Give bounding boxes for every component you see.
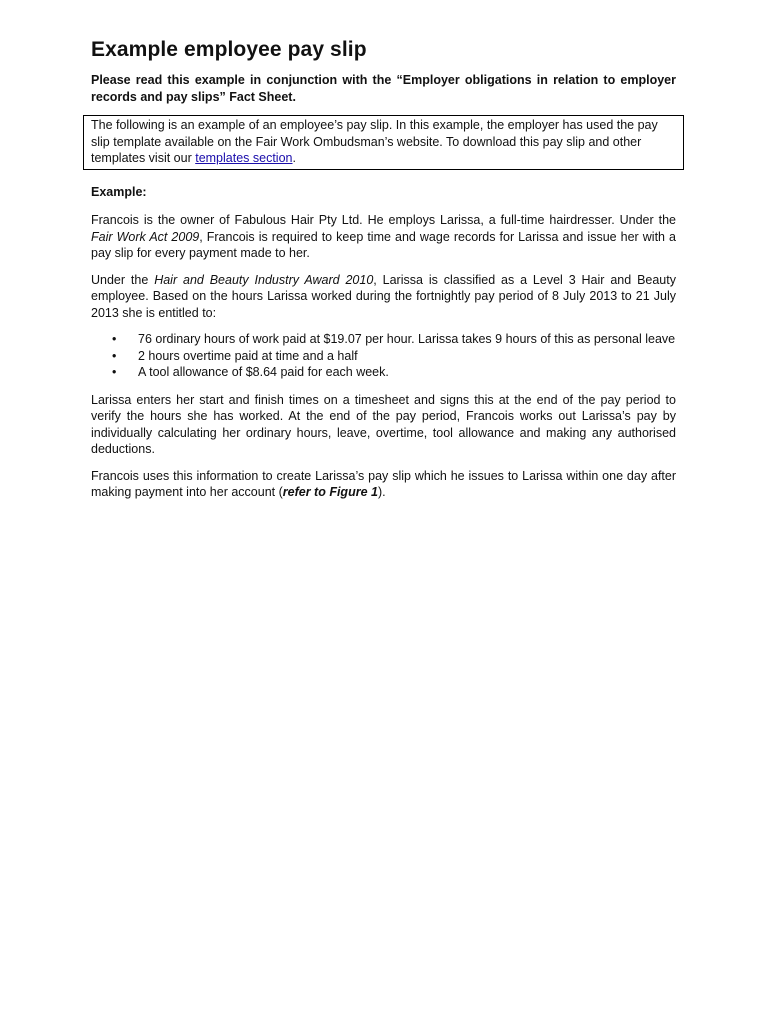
entitlements-list — [91, 331, 676, 381]
list-item — [91, 331, 676, 348]
intro-paragraph: Please read this example in conjunction with the “Employer obligations in relation to employer records and pay slips” Fact Sheet. — [91, 73, 676, 104]
act-name: Fair Work Act 2009 — [91, 229, 200, 244]
document-content — [91, 36, 676, 511]
paragraph-award — [91, 272, 676, 322]
figure-reference: refer to Figure 1 — [282, 485, 378, 499]
paragraph-award-text-a: Under the — [91, 272, 155, 287]
list-item-text: 76 ordinary hours of work paid at $19.07 per hour. Larissa takes 9 hours of this as personal leave — [138, 332, 676, 346]
templates-section-link[interactable]: templates section — [195, 151, 293, 165]
paragraph-payslip — [91, 468, 676, 501]
award-name: Hair and Beauty Industry Award 2010 — [154, 272, 374, 287]
paragraph-owner — [91, 212, 676, 262]
paragraph-award-text-b: , Larissa is classified as a Level 3 Hair and Beauty employee. Based on the hours Larissa worked during the fortnightly pay period of 8 July 2013 to 21 July 2013 she is entitled to: — [91, 272, 676, 320]
bullet-icon: • — [112, 332, 117, 346]
bullet-icon: • — [112, 365, 117, 379]
notice-box — [83, 115, 684, 170]
list-item — [91, 364, 676, 381]
example-label: Example: — [91, 184, 147, 199]
paragraph-timesheet: Larissa enters her start and finish times on a timesheet and signs this at the end of the pay period to verify the hours she has worked. At the end of the pay period, Francois works out Larissa’s pay by individually calculating her ordinary hours, leave, overtime, tool allowance and making any authorised deductions. — [91, 392, 676, 456]
bullet-icon: • — [112, 348, 117, 363]
paragraph-payslip-text-a: Francois uses this information to create Larissa’s pay slip which he issues to Larissa within one day after making payment into her account ( — [91, 468, 676, 499]
paragraph-owner-text-b: , Francois is required to keep time and wage records for Larissa and issue her with a pay slip for every payment made to her. — [91, 229, 676, 260]
page-title: Example employee pay slip — [91, 38, 367, 61]
notice-text: The following is an example of an employee’s pay slip. In this example, the employer has used the pay slip template available on the Fair Work Ombudsman’s website. To download this pay slip and other templates visit our — [91, 118, 658, 165]
list-item — [91, 348, 676, 365]
list-item-text: A tool allowance of $8.64 paid for each week. — [138, 365, 389, 379]
paragraph-payslip-text-b: ). — [377, 485, 386, 499]
paragraph-owner-text-a: Francois is the owner of Fabulous Hair Pty Ltd. He employs Larissa, a full-time hairdresser. Under the — [91, 213, 676, 227]
list-item-text: 2 hours overtime paid at time and a half — [138, 348, 358, 363]
notice-text-end: . — [292, 151, 296, 165]
